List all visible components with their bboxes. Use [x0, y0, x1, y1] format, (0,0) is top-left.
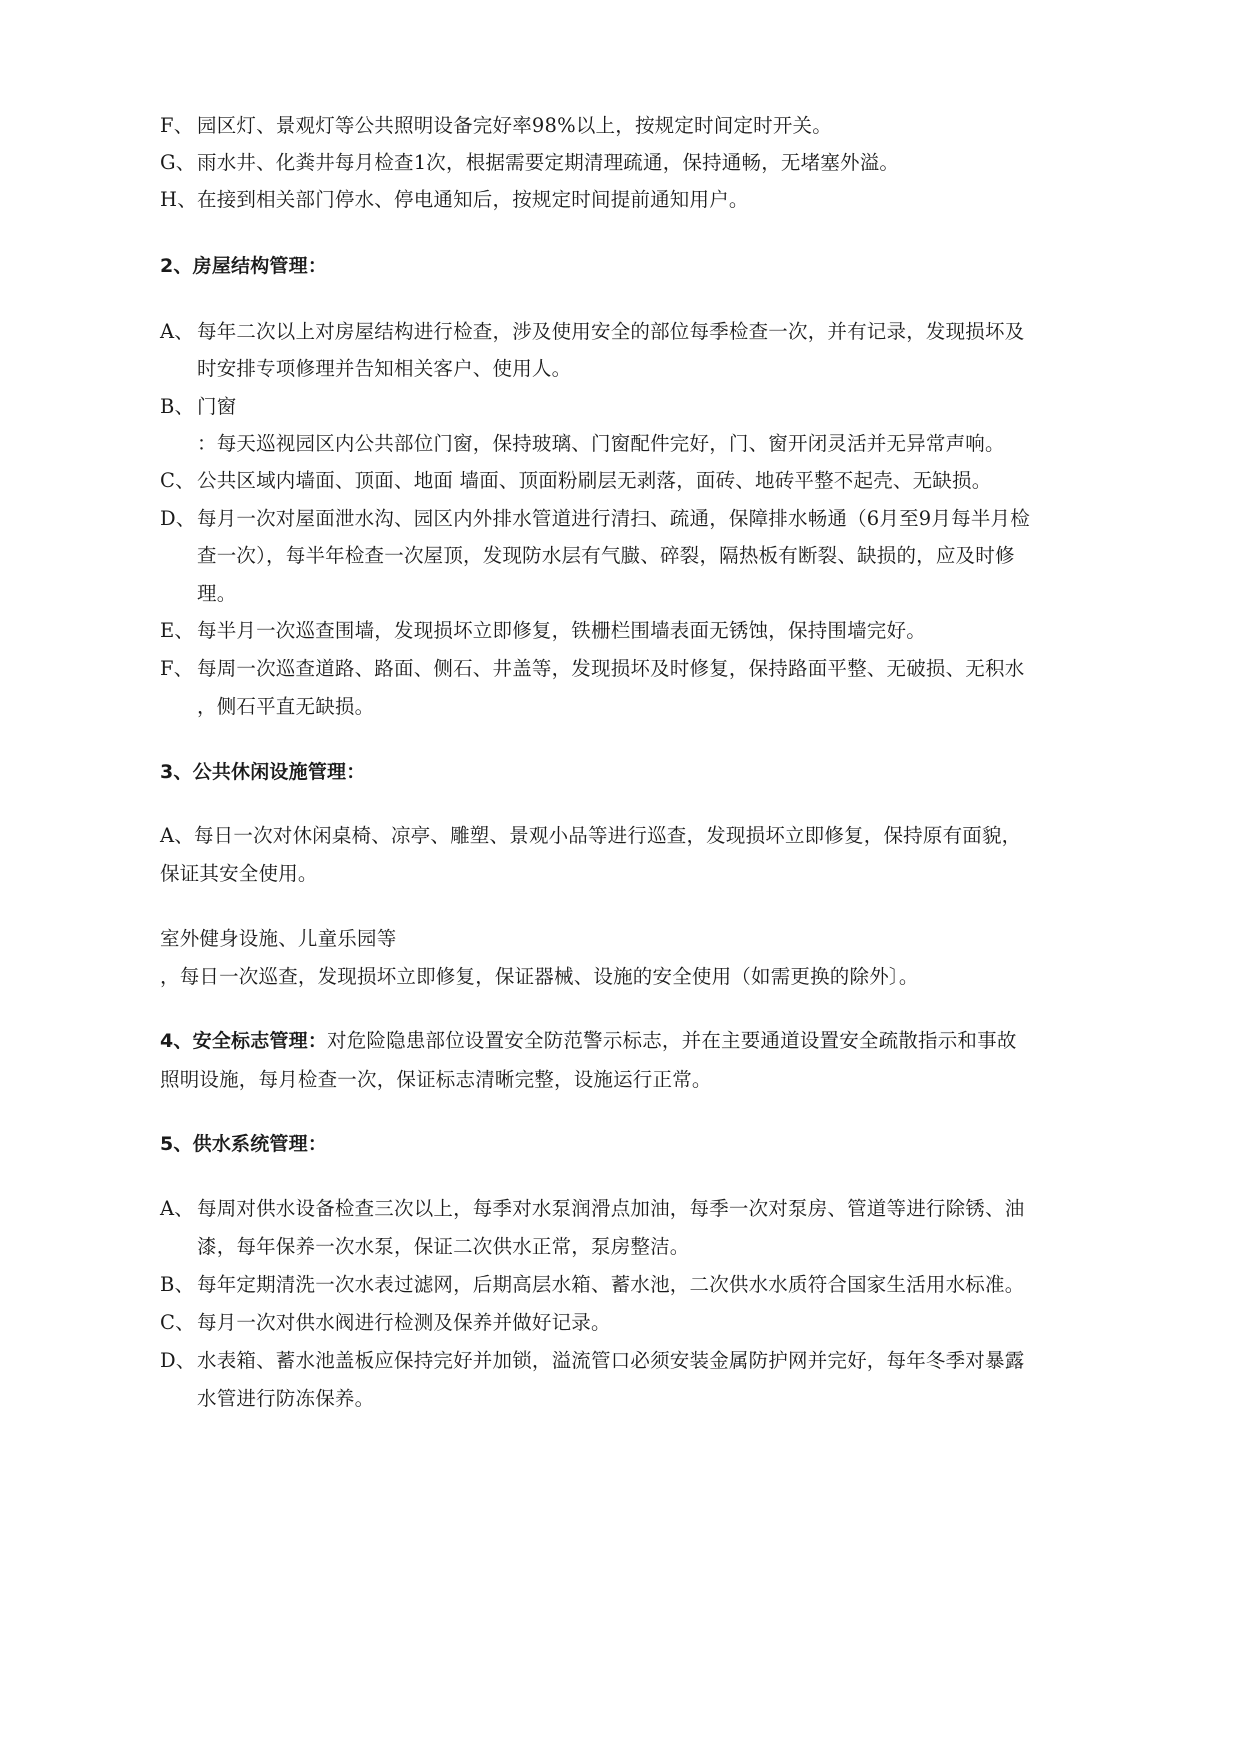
section-heading: 2、房屋结构管理： [160, 255, 328, 277]
item-text: 漆，每年保养一次水泵，保证二次供水正常，泵房整洁。 [197, 1235, 690, 1258]
paragraph-line: A、每日一次对休闲桌椅、凉亭、雕塑、景观小品等进行巡查，发现损坏立即修复，保持原有面貌， [160, 824, 1022, 847]
item-text: 每月一次对屋面泄水沟、园区内外排水管道进行清扫、疏通，保障排水畅通（6月至9月每半月检 [197, 507, 1030, 530]
item-text: 每年定期清洗一次水表过滤网，后期高层水箱、蓄水池，二次供水水质符合国家生活用水标准。 [197, 1273, 1025, 1296]
item-marker: H、 [160, 188, 197, 211]
item-marker: C、 [160, 469, 195, 492]
item-text: 园区灯、景观灯等公共照明设备完好率98%以上，按规定时间定时开关。 [197, 114, 832, 137]
item-marker: F、 [160, 114, 194, 137]
item-text: ，侧石平直无缺损。 [197, 695, 375, 718]
paragraph-line [160, 1027, 1017, 1055]
item-text: 理。 [197, 582, 237, 605]
item-marker: G、 [160, 151, 196, 174]
paragraph-line: 照明设施，每月检查一次，保证标志清晰完整，设施运行正常。 [160, 1068, 712, 1091]
item-text: 查一次），每半年检查一次屋顶，发现防水层有气臌、碎裂，隔热板有断裂、缺损的，应及时修 [197, 544, 1015, 567]
item-marker: B、 [160, 395, 195, 418]
paragraph-line: ，每日一次巡查，发现损坏立即修复，保证器械、设施的安全使用（如需更换的除外〕。 [160, 965, 919, 988]
item-text: 门窗 [197, 395, 237, 418]
item-marker: A、 [160, 1197, 194, 1220]
item-text: 公共区域内墙面、顶面、地面 墙面、顶面粉刷层无剥落，面砖、地砖平整不起壳、无缺损。 [197, 469, 992, 492]
item-marker: D、 [160, 507, 196, 530]
item-text: 每周一次巡查道路、路面、侧石、井盖等，发现损坏及时修复，保持路面平整、无破损、无积水 [197, 657, 1025, 680]
item-marker: C、 [160, 1311, 195, 1334]
item-marker: D、 [160, 1349, 196, 1372]
item-text: ：每天巡视园区内公共部位门窗，保持玻璃、门窗配件完好，门、窗开闭灵活并无异常声响。 [197, 432, 1005, 455]
item-marker: A、 [160, 320, 194, 343]
item-text: 时安排专项修理并告知相关客户、使用人。 [197, 357, 572, 380]
item-text: 雨水井、化粪井每月检查1次，根据需要定期清理疏通，保持通畅，无堵塞外溢。 [197, 151, 900, 174]
item-text: 水管进行防冻保养。 [197, 1387, 375, 1410]
item-marker: B、 [160, 1273, 195, 1296]
paragraph-text: 对危险隐患部位设置安全防范警示标志，并在主要通道设置安全疏散指示和事故 [327, 1029, 1017, 1052]
item-text: 每年二次以上对房屋结构进行检查，涉及使用安全的部位每季检查一次，并有记录，发现损坏及 [197, 320, 1025, 343]
section-heading: 3、公共休闲设施管理： [160, 761, 366, 783]
item-text: 水表箱、蓄水池盖板应保持完好并加锁，溢流管口必须安装金属防护网并完好，每年冬季对暴露 [197, 1349, 1025, 1372]
paragraph-line: 保证其安全使用。 [160, 862, 318, 885]
item-text: 每月一次对供水阀进行检测及保养并做好记录。 [197, 1311, 611, 1334]
paragraph-line: 室外健身设施、儿童乐园等 [160, 927, 397, 950]
item-marker: E、 [160, 619, 195, 642]
item-text: 在接到相关部门停水、停电通知后，按规定时间提前通知用户。 [197, 188, 749, 211]
section-heading: 4、安全标志管理： [160, 1030, 328, 1052]
section-heading: 5、供水系统管理： [160, 1133, 328, 1155]
item-text: 每周对供水设备检查三次以上，每季对水泵润滑点加油，每季一次对泵房、管道等进行除锈、油 [197, 1197, 1025, 1220]
item-marker: F、 [160, 657, 194, 680]
item-text: 每半月一次巡查围墙，发现损坏立即修复，铁栅栏围墙表面无锈蚀，保持围墙完好。 [197, 619, 926, 642]
